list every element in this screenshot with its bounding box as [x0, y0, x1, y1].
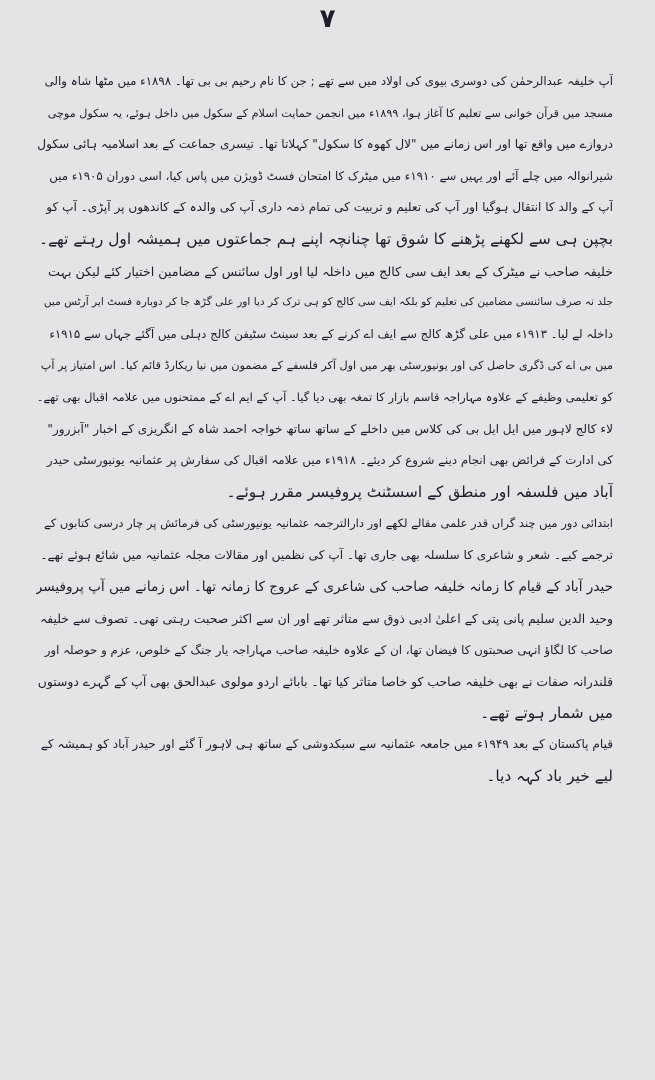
text-line: آپ کے والد کا انتقال ہوگیا اور آپ کی تعلیم و تربیت کی تمام ذمہ داری آپ کی والدہ کے کاندھوں پر آپڑی۔ آپ کو: [46, 200, 613, 215]
page-number: ۷: [319, 4, 336, 34]
text-line: بچپن ہی سے لکھنے پڑھنے کا شوق تھا چنانچہ اپنے ہم جماعتوں میں ہمیشہ اول رہتے تھے۔: [38, 229, 613, 248]
text-line: قلندرانہ صفات نے بھی خلیفہ صاحب کو خاصا متاثر کیا تھا۔ بابائے اردو مولوی عبدالحق بھی آپ کے گہرے دوستوں: [37, 674, 613, 690]
text-line: لیے خیر باد کہہ دیا۔: [486, 767, 613, 786]
text-line: شیرانوالہ میں چلے آئے اور یہیں سے ۱۹۱۰ء میں میٹرک کا امتحان فسٹ ڈویژن میں پاس کیا، اسی دوران ۱۹۰۵ء میں: [49, 168, 613, 183]
text-line: قیام پاکستان کے بعد ۱۹۴۹ء میں جامعہ عثمانیہ سے سبکدوشی کے ساتھ ہی لاہور آ گئے اور حیدر آباد کو ہمیشہ کے: [40, 737, 613, 752]
page-text-body: [36, 66, 613, 793]
text-line: دروازے میں واقع تھا اور اس زمانے میں "لال کھوہ کا سکول" کہلاتا تھا۔ تیسری جماعت کے بعد اسلامیہ ہائی سکول: [37, 137, 613, 152]
text-line: وحید الدین سلیم پانی پتی کے اعلیٰ ادبی ذوق سے متاثر تھے اور ان سے اکثر صحبت رہتی تھی۔ تصوف سے خلیفہ: [39, 611, 613, 627]
text-line: ابتدائی دور میں چند گراں قدر علمی مقالے لکھے اور دارالترجمہ عثمانیہ یونیورسٹی کی فرمائش پر چار درسی کتابوں کے: [44, 516, 613, 531]
text-line: کو تعلیمی وظیفے کے علاوہ مہاراجہ قاسم بازار کا تمغہ بھی دیا گیا۔ آپ کے ایم اے کے ممتحنوں میں علامہ اقبال بھی تھے۔: [36, 389, 613, 404]
text-line: خلیفہ صاحب نے میٹرک کے بعد ایف سی کالج میں داخلہ لیا اور اول سائنس کے مضامین اختیار کئے لیکن بہت: [48, 263, 613, 279]
text-line: میں بی اے کی ڈگری حاصل کی اور یونیورسٹی بھر میں اول آکر فلسفے کے مضمون میں نیا ریکارڈ قائم کیا۔ اس امتیاز پر آپ: [40, 359, 613, 373]
text-line: صاحب کا لگاؤ انہی صحبتوں کا فیضان تھا، ان کے علاوہ خلیفہ صاحب مہاراجہ یار جنگ کے خلوص، عزم و حوصلہ اور: [44, 642, 613, 657]
text-line: جلد نہ صرف سائنسی مضامین کی تعلیم کو بلکہ ایف سی کالج کو ہی ترک کر دیا اور علی گڑھ جا کر دوبارہ فسٹ ایر آرٹس میں: [43, 296, 613, 309]
text-line: آباد میں فلسفہ اور منطق کے اسسٹنٹ پروفیسر مقرر ہوئے۔: [226, 482, 613, 501]
text-line: لاء کالج لاہور میں ایل ایل بی کی کلاس میں داخلے کے ساتھ ساتھ خواجہ احمد شاہ کے انگریزی کے اخبار "آبزرور": [47, 421, 613, 436]
text-line: میں شمار ہوتے تھے۔: [480, 703, 613, 722]
text-line: ترجمے کیے۔ شعر و شاعری کا سلسلہ بھی جاری تھا۔ آپ کی نظمیں اور مقالات مجلہ عثمانیہ میں شائع ہوئے تھے۔: [40, 547, 613, 562]
text-line: آپ خلیفہ عبدالرحمٰن کی دوسری بیوی کی اولاد میں سے تھے ; جن کا نام رحیم بی بی تھا۔ ۱۸۹۸ء میں مٹھا شاہ والی: [44, 74, 613, 88]
text-line: حیدر آباد کے قیام کا زمانہ خلیفہ صاحب کی شاعری کے عروج کا زمانہ تھا۔ اس زمانے میں آپ پروفیسر: [36, 578, 613, 595]
text-line: کی ادارت کے فرائض بھی انجام دینے شروع کر دیئے۔ ۱۹۱۸ء میں علامہ اقبال کی سفارش پر عثمانیہ یونیورسٹی حیدر: [46, 453, 613, 468]
text-line: داخلہ لے لیا۔ ۱۹۱۳ء میں علی گڑھ کالج سے ایف اے کرنے کے بعد سینٹ سٹیفن کالج دہلی میں آگئے جہاں سے ۱۹۱۵ء: [49, 326, 613, 341]
text-line: مسجد میں قرآن خوانی سے تعلیم کا آغاز ہوا، ۱۸۹۹ء میں انجمن حمایت اسلام کے سکول میں داخل ہوئے، یہ سکول موچی: [47, 106, 613, 120]
